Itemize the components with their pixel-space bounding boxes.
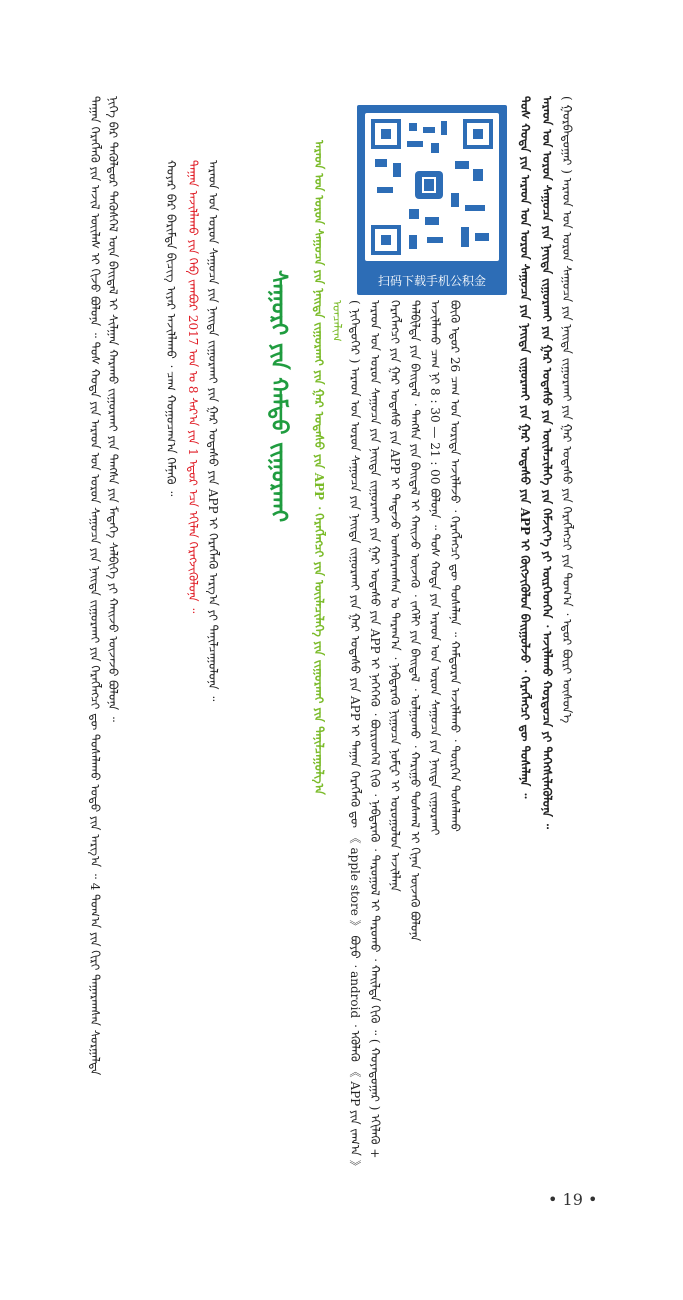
qr-module xyxy=(409,123,417,131)
qr-finder-top-right xyxy=(463,119,493,149)
qr-module xyxy=(473,169,483,181)
highlight-column: ᠳᠠᠭᠠᠨ ᠠᠵᠢᠯᠯᠠᠬᠤ ᠶᠢᠨ ᠬᠡᠪ ᠵᠠᠭᠪᠤᠷ 2017 ᠣᠨ ᠤ 8 ᠰᠠᠷ᠎ᠠ ᠶᠢᠨ 1 ᠡᠳᠦᠷ ᠡᠴᠡ ᠡᠬᠢᠯᠡᠨ ᠬᠡᠷᠡᠭᠵᠢᠭᠦᠯᠦᠨᠡ ᠃ xyxy=(186,160,200,614)
qr-module xyxy=(465,205,485,211)
body-column-10: ᠪᠦᠬᠦ ᠡᠳᠦᠷ 26 ᠴᠠᠭ ᠤᠨ ᠤᠷᠢᠳᠠ ᠠᠵᠢᠯᠯᠠᠵᠤ ᠂ ᠬᠡᠷᠡᠭᠯᠡᠭᠴᠢ ᠳᠦ ᠲᠤᠰᠠᠯᠠᠨᠠ ᠃ ᠬᠠᠮᠲᠤᠷᠠᠨ ᠠᠵᠢᠯᠯᠠᠬᠤ ᠂ ᠲᠦᠷᠭᠡᠨ ᠲᠤᠰᠠᠯᠠᠬᠤ xyxy=(448,300,462,832)
body-column-12: ᠠᠷᠠᠳ ᠤᠨ ᠣᠷᠣᠨ ᠰᠠᠭᠤᠴᠠ ᠶᠢᠨ ᠨᠡᠢᠲᠡ ᠵᠢᠭᠤᠷᠬᠠᠢ ᠶᠢᠨ ᠭᠠᠷ ᠤᠲᠠᠰᠤ ᠶᠢᠨ ᠦᠢᠯᠡᠴᠢᠯᠡᠭᠡ ᠶᠢᠨ ᠬᠡᠮᠵᠢᠶ᠎ᠡ ᠶᠢ ᠥᠷᠭᠡᠳᠭᠡᠨ ᠂ ᠠᠵᠢᠯᠯᠠᠬᠤ ᠬᠤᠷᠳᠤᠴᠠ ᠶᠢ ᠳᠡᠭᠡᠭᠰᠢᠯᠡᠭᠦᠯᠦᠨᠡ ᠃ xyxy=(540,96,554,829)
qr-module xyxy=(427,237,443,243)
body-column-4: ᠠᠷᠠᠳ ᠤᠨ ᠣᠷᠣᠨ ᠰᠠᠭᠤᠴᠠ ᠶᠢᠨ ᠨᠡᠢᠲᠡ ᠵᠢᠭᠤᠷᠬᠠᠢ ᠶᠢᠨ ᠭᠠᠷ ᠤᠲᠠᠰᠤ ᠶᠢᠨ APP ᠢ ᠬᠡᠷᠡᠭᠯᠡᠬᠦ ᠠᠷᠭ᠎ᠠ ᠶᠢ ᠲᠠᠨᠢᠯᠴᠠᠭᠤᠯᠤᠨᠠ ᠃ xyxy=(206,160,220,702)
qr-finder-top-left xyxy=(371,119,401,149)
body-column-8: ᠲᠠᠯᠪᠢᠯᠲᠠ ᠶᠢᠨ ᠪᠠᠢᠳᠠᠯ ᠂ ᠳᠠᠩᠰᠠ ᠶᠢᠨ ᠪᠠᠢᠳᠠᠯ ᠢ ᠬᠠᠢᠵᠤ ᠦᠵᠡᠬᠦ ᠂ ᠵᠡᠭᠡᠯᠢ ᠶᠢᠨ ᠪᠠᠢᠳᠠᠯ ᠂ ᠣᠯᠭᠣᠬᠤ ᠂ ᠬᠠᠷᠢᠭᠤ ᠲᠤᠰᠬᠠᠯ ᠢ ᠬᠢᠨᠠᠨ ᠦᠵᠡᠬᠦ ᠪᠣᠯᠣᠨᠠ xyxy=(408,300,422,942)
body-column-3: ᠬᠣᠶᠠᠷ ᠪᠠᠷ ᠪᠠᠷᠢᠮᠲᠠ ᠪᠢᠴᠢᠭ ᠢᠶᠡᠷ ᠠᠵᠢᠯᠯᠠᠬᠤ ᠂ ᠴᠠᠭ ᠬᠤᠭᠤᠴᠠᠭ᠎ᠠ ᠬᠡᠮᠨᠡᠬᠦ ᠃ xyxy=(164,160,178,497)
body-column-6: ᠠᠷᠠᠳ ᠤᠨ ᠣᠷᠣᠨ ᠰᠠᠭᠤᠴᠠ ᠶᠢᠨ ᠨᠡᠢᠲᠡ ᠵᠢᠭᠤᠷᠬᠠᠢ ᠶᠢᠨ ᠭᠠᠷ ᠤᠲᠠᠰᠤ ᠶᠢᠨ APP ᠢ ᠨᠡᠭᠡᠭᠡᠬᠦ ᠂ ᠪᠦᠷᠢᠳᠭᠡᠯ ᠬᠢᠬᠦ ᠂ ᠨᠡᠪᠲᠡᠷᠡᠬᠦ ᠂ ᠳᠠᠷᠤᠭᠤᠯ ᠢ ᠳᠠᠷᠤᠬᠤ ᠂ ᠬᠠᠢᠯᠲᠠ ᠬᠢᠬᠦ ᠃ ( ᠬᠣᠶᠠᠳᠤᠭᠠᠷ ) ᠡᠬᠢᠯᠡᠬᠦ + xyxy=(368,300,382,1159)
qr-module xyxy=(393,163,401,177)
qr-module xyxy=(407,141,423,147)
qr-module xyxy=(451,193,459,207)
qr-module xyxy=(461,227,469,247)
body-column-5: ( ᠨᠢᠭᠡᠳᠦᠭᠡᠷ ) ᠠᠷᠠᠳ ᠤᠨ ᠣᠷᠣᠨ ᠰᠠᠭᠤᠴᠠ ᠶᠢᠨ ᠨᠡᠢᠲᠡ ᠵᠢᠭᠤᠷᠬᠠᠢ ᠶᠢᠨ ᠭᠠᠷ ᠤᠲᠠᠰᠤ ᠶᠢᠨ APP ᠢ ᠳᠠᠭᠠᠨ ᠬᠡᠷᠡᠭᠯᠡᠬᠦ ᠳᠦ 《 apple store 》 ᠪᠤᠶᠤ ᠂ android ᠂ ᠡᠬᠦᠯᠡᠬᠦ 《 APP ᠶᠢᠨ ᠵᠠᠬ᠎ᠠ 》 xyxy=(348,300,362,1172)
qr-module xyxy=(409,235,417,249)
qr-label: 扫码下载手机公积金 xyxy=(377,274,486,288)
body-column-13: ( ᠭᠤᠷᠪᠠᠳᠤᠭᠠᠷ ) ᠠᠷᠠᠳ ᠤᠨ ᠣᠷᠣᠨ ᠰᠠᠭᠤᠴᠠ ᠶᠢᠨ ᠨᠡᠢᠲᠡ ᠵᠢᠭᠤᠷᠬᠠᠢ ᠶᠢᠨ ᠭᠠᠷ ᠤᠲᠠᠰᠤ ᠶᠢᠨ ᠬᠡᠷᠡᠭᠯᠡᠭᠴᠢ ᠶᠢᠨ ᠲᠣᠭ᠎ᠠ ᠂ ᠡᠳᠦᠷ ᠪᠦᠷᠢ ᠥᠰᠦᠨ᠎ᠡ xyxy=(560,96,574,724)
qr-module xyxy=(455,161,469,169)
page-number: • 19 • xyxy=(548,1190,598,1209)
app-logo-icon xyxy=(415,171,443,199)
section-title: ᠰᠠᠭᠤᠷᠢ ᠶᠢᠨ ᠬᠠᠮᠲᠤ ᠵᠢᠭᠤᠷᠬᠠᠢ xyxy=(266,270,292,523)
qr-module xyxy=(423,127,435,133)
qr-finder-bottom-left xyxy=(371,225,401,255)
body-column-1: ᠳᠠᠭᠠᠨ ᠬᠡᠷᠡᠭᠯᠡᠬᠦ ᠶᠢᠨ ᠠᠵᠢᠯ ᠦᠢᠯᠡᠰ ᠢ ᠬᠢᠵᠦ ᠪᠣᠯᠣᠨᠠ ᠃ ᠲᠤᠰ ᠬᠣᠲᠠ ᠶᠢᠨ ᠠᠷᠠᠳ ᠤᠨ ᠣᠷᠣᠨ ᠰᠠᠭᠤᠴᠠ ᠶᠢᠨ ᠨᠡᠢᠲᠡ ᠵᠢᠭᠤᠷᠬᠠᠢ ᠶᠢᠨ ᠬᠡᠷᠡᠭᠯᠡᠭᠴᠢ ᠳᠦ ᠲᠤᠰᠠᠯᠠᠬᠤ ᠣᠳᠣ ᠶᠢᠨ ᠠᠷᠭ᠎ᠠ ᠃ 4 ᠲᠣᠭ᠎ᠠ ᠶᠢᠨ ᠬᠢᠷᠢ ᠲᠠᠭᠠᠷᠠᠭᠰᠠᠨ ᠰᠤᠷᠭᠠᠯᠲᠠ xyxy=(88,96,102,1076)
qr-module xyxy=(441,121,447,135)
body-column-11: ᠲᠤᠰ ᠬᠣᠲᠠ ᠶᠢᠨ ᠠᠷᠠᠳ ᠤᠨ ᠣᠷᠣᠨ ᠰᠠᠭᠤᠴᠠ ᠶᠢᠨ ᠨᠡᠢᠲᠡ ᠵᠢᠭᠤᠷᠬᠠᠢ ᠶᠢᠨ ᠭᠠᠷ ᠤᠲᠠᠰᠤ ᠶᠢᠨ APP ᠢ ᠬᠦᠭᠵᠢᠭᠦᠯᠦᠨ ᠪᠠᠢᠭᠤᠯᠵᠤ ᠂ ᠬᠡᠷᠡᠭᠯᠡᠭᠴᠢ ᠳᠦ ᠲᠤᠰᠠᠯᠠᠨᠠ ᠃ xyxy=(518,96,532,799)
qr-module xyxy=(409,209,419,219)
body-column-2: ᠨᠢᠭᠡ ᠪᠠᠷ ᠲᠡᠭᠦᠯᠳᠦᠷ ᠲᠡᠭᠦᠰᠭᠡᠯ ᠦᠨ ᠪᠠᠢᠳᠠᠯ ᠢ ᠰᠢᠯᠭᠠᠨ ᠬᠠᠷᠠᠬᠤ ᠵᠢᠭᠤᠷᠬᠠᠢ ᠶᠢᠨ ᠳᠠᠩᠰᠠ ᠶᠢᠨ ᠮᠡᠳᠡᠭᠡ ᠰᠡᠯᠪᠢᠭᠡ ᠶᠢ ᠬᠠᠢᠵᠤ ᠦᠵᠡᠵᠦ ᠪᠣᠯᠣᠨᠠ ᠃ xyxy=(106,96,120,722)
qr-module xyxy=(475,233,489,241)
green-subtitle: ᠠᠷᠠᠳ ᠤᠨ ᠣᠷᠣᠨ ᠰᠠᠭᠤᠴᠠ ᠶᠢᠨ ᠨᠡᠢᠲᠡ ᠵᠢᠭᠤᠷᠬᠠᠢ ᠶᠢᠨ ᠭᠠᠷ ᠤᠲᠠᠰᠤ ᠶᠢᠨ APP ᠂ ᠬᠡᠷᠡᠭᠯᠡᠭᠴᠢ ᠶᠢᠨ ᠦᠢᠯᠡᠴᠢᠯᠡᠭᠡ ᠶᠢᠨ ᠵᠢᠭᠤᠷᠬᠠᠢ ᠶᠢᠨ ᠲᠠᠨᠢᠯᠴᠠᠭᠤᠯᠭ᠎ᠠ xyxy=(312,140,326,795)
qr-module xyxy=(431,143,439,153)
qr-module xyxy=(377,187,393,193)
qr-module xyxy=(425,217,439,225)
body-column-9: ᠠᠵᠢᠯᠯᠠᠬᠤ ᠴᠠᠭ ᠨᠢ 8 : 30 — 21 : 00 ᠪᠣᠯᠣᠨᠠ ᠃ ᠲᠤᠰ ᠬᠣᠲᠠ ᠶᠢᠨ ᠠᠷᠠᠳ ᠤᠨ ᠣᠷᠣᠨ ᠰᠠᠭᠤᠴᠠ ᠶᠢᠨ ᠨᠡᠢᠲᠡ ᠵᠢᠭᠤᠷᠬᠠᠢ xyxy=(428,300,442,836)
green-label: ᠣᠨᠴᠠᠯᠢᠭ xyxy=(330,300,344,342)
qr-module xyxy=(375,159,387,167)
body-column-7: ᠬᠡᠷᠡᠭᠯᠡᠭᠴᠢ ᠶᠢᠨ ᠭᠠᠷ ᠤᠲᠠᠰᠤ ᠶᠢᠨ APP ᠢ ᠲᠠᠲᠠᠵᠤ ᠤᠭᠰᠠᠷᠠᠭᠰᠠᠨ ᠤ ᠳᠠᠷᠠᠭ᠎ᠠ ᠂ ᠨᠡᠪᠲᠡᠷᠡᠬᠦ ᠨᠢᠭᠤᠴᠠ ᠨᠣᠮᠧᠷ ᠢ ᠤᠷᠤᠭᠤᠯᠤᠨ ᠠᠵᠢᠯᠯᠠᠨᠠ xyxy=(388,300,402,892)
qr-pattern xyxy=(365,113,499,261)
qr-code[interactable] xyxy=(357,105,507,295)
